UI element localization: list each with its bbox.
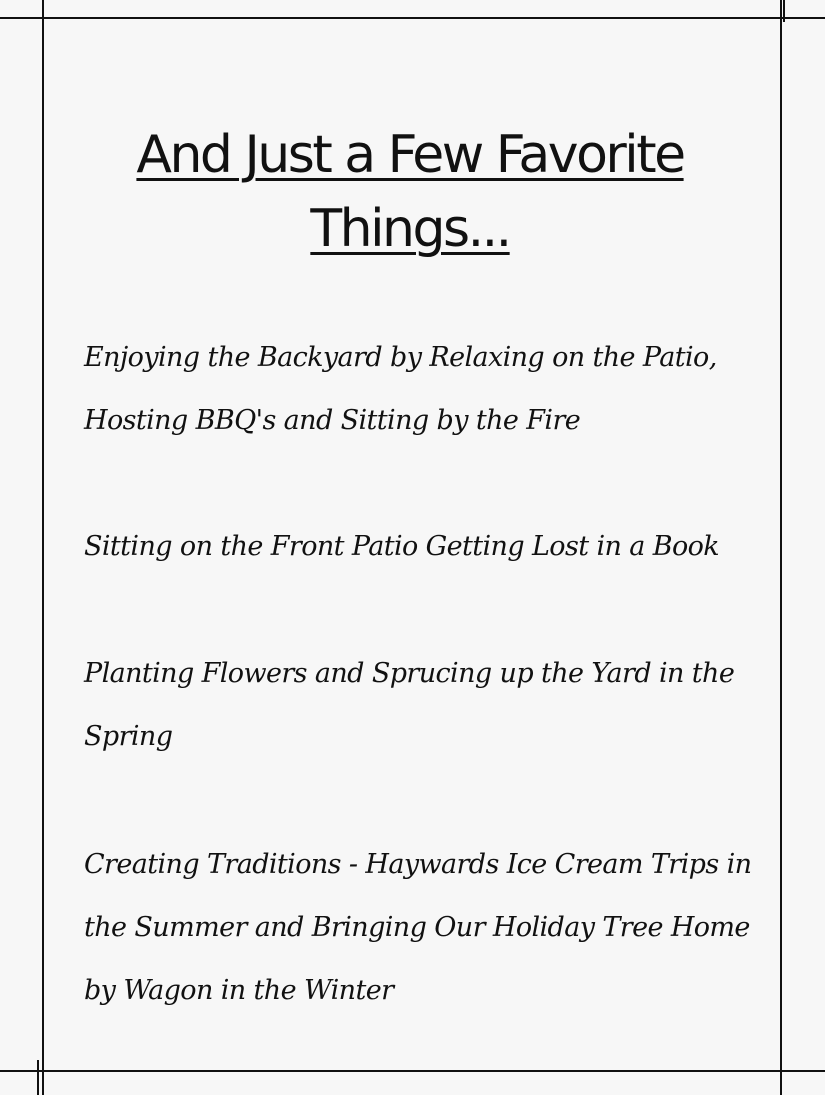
favorite-item-line: the Summer and Bringing Our Holiday Tree Home	[84, 912, 750, 943]
page-title	[60, 118, 760, 266]
frame-left-line	[42, 0, 44, 1095]
favorite-item-line: Hosting BBQ's and Sitting by the Fire	[84, 405, 581, 436]
frame-right-line	[780, 0, 782, 1095]
favorite-item-line: Spring	[84, 721, 173, 752]
favorite-item-line: Planting Flowers and Sprucing up the Yard in the	[84, 658, 735, 689]
favorite-item-front-patio	[84, 515, 764, 578]
favorite-item-line: Sitting on the Front Patio Getting Lost in a Book	[84, 531, 720, 562]
page-title-line-2: Things...	[310, 199, 510, 259]
frame-top-line	[0, 17, 825, 19]
favorite-item-line: Creating Traditions - Haywards Ice Cream Trips in	[84, 849, 752, 880]
favorite-item-planting-flowers	[84, 642, 764, 768]
frame-bottom-line	[0, 1070, 825, 1072]
page-title-line-1: And Just a Few Favorite	[136, 125, 684, 185]
frame-right-accent-line	[783, 0, 785, 22]
favorite-item-line: Enjoying the Backyard by Relaxing on the Patio,	[84, 342, 717, 373]
frame-left-accent-line	[37, 1060, 39, 1095]
favorite-item-line: by Wagon in the Winter	[84, 975, 394, 1006]
favorite-item-traditions	[84, 833, 764, 1022]
favorite-item-backyard	[84, 326, 764, 452]
